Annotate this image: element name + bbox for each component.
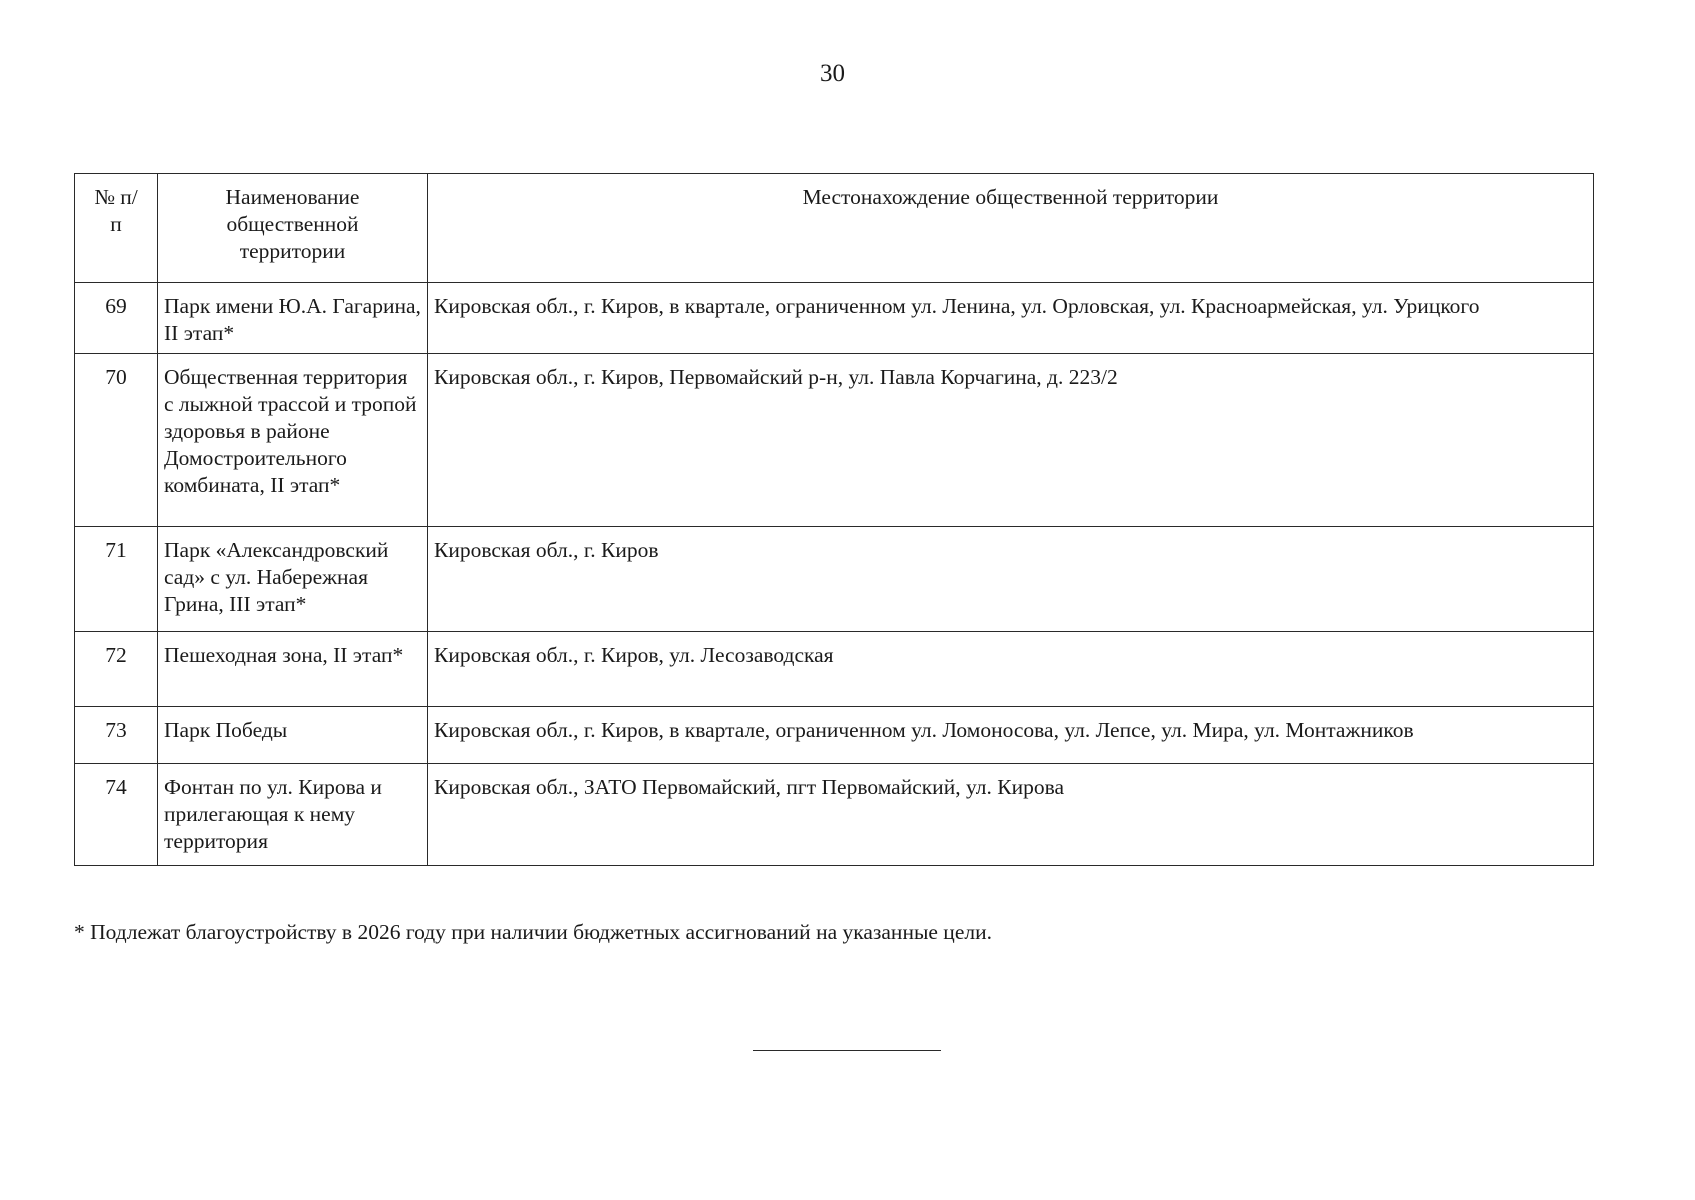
footnote: * Подлежат благоустройству в 2026 году при наличии бюджетных ассигнований на указанные цели. bbox=[74, 920, 992, 944]
row-location: Кировская обл., ЗАТО Первомайский, пгт Первомайский, ул. Кирова bbox=[428, 764, 1594, 866]
table-header-row bbox=[75, 174, 1594, 283]
header-location: Местонахождение общественной территории bbox=[428, 174, 1594, 283]
table-row bbox=[75, 283, 1594, 354]
territories-table bbox=[74, 173, 1594, 866]
row-number: 74 bbox=[75, 764, 158, 866]
row-location: Кировская обл., г. Киров, в квартале, ограниченном ул. Ленина, ул. Орловская, ул. Красноармейская, ул. Урицкого bbox=[428, 283, 1594, 354]
row-name: Фонтан по ул. Кирова и прилегающая к нему территория bbox=[158, 764, 428, 866]
row-number: 72 bbox=[75, 632, 158, 707]
row-number: 71 bbox=[75, 527, 158, 632]
row-name: Пешеходная зона, II этап* bbox=[158, 632, 428, 707]
row-name: Парк «Александровский сад» с ул. Набережная Грина, III этап* bbox=[158, 527, 428, 632]
header-name: Наименование общественной территории bbox=[158, 174, 428, 283]
row-number: 73 bbox=[75, 707, 158, 764]
table-row bbox=[75, 632, 1594, 707]
row-location: Кировская обл., г. Киров, Первомайский р-н, ул. Павла Корчагина, д. 223/2 bbox=[428, 354, 1594, 527]
row-location: Кировская обл., г. Киров bbox=[428, 527, 1594, 632]
row-location: Кировская обл., г. Киров, в квартале, ограниченном ул. Ломоносова, ул. Лепсе, ул. Мира, ул. Монтажников bbox=[428, 707, 1594, 764]
page-number: 30 bbox=[820, 60, 845, 87]
row-number: 69 bbox=[75, 283, 158, 354]
row-number: 70 bbox=[75, 354, 158, 527]
row-location: Кировская обл., г. Киров, ул. Лесозаводская bbox=[428, 632, 1594, 707]
table-row bbox=[75, 354, 1594, 527]
row-name: Парк Победы bbox=[158, 707, 428, 764]
end-rule bbox=[753, 1050, 941, 1051]
row-name: Общественная территория с лыжной трассой и тропой здоровья в районе Домостроительного комбината, II этап* bbox=[158, 354, 428, 527]
table-row bbox=[75, 527, 1594, 632]
header-number: № п/п bbox=[75, 174, 158, 283]
row-name: Парк имени Ю.А. Гагарина, II этап* bbox=[158, 283, 428, 354]
table-row bbox=[75, 764, 1594, 866]
table-row bbox=[75, 707, 1594, 764]
